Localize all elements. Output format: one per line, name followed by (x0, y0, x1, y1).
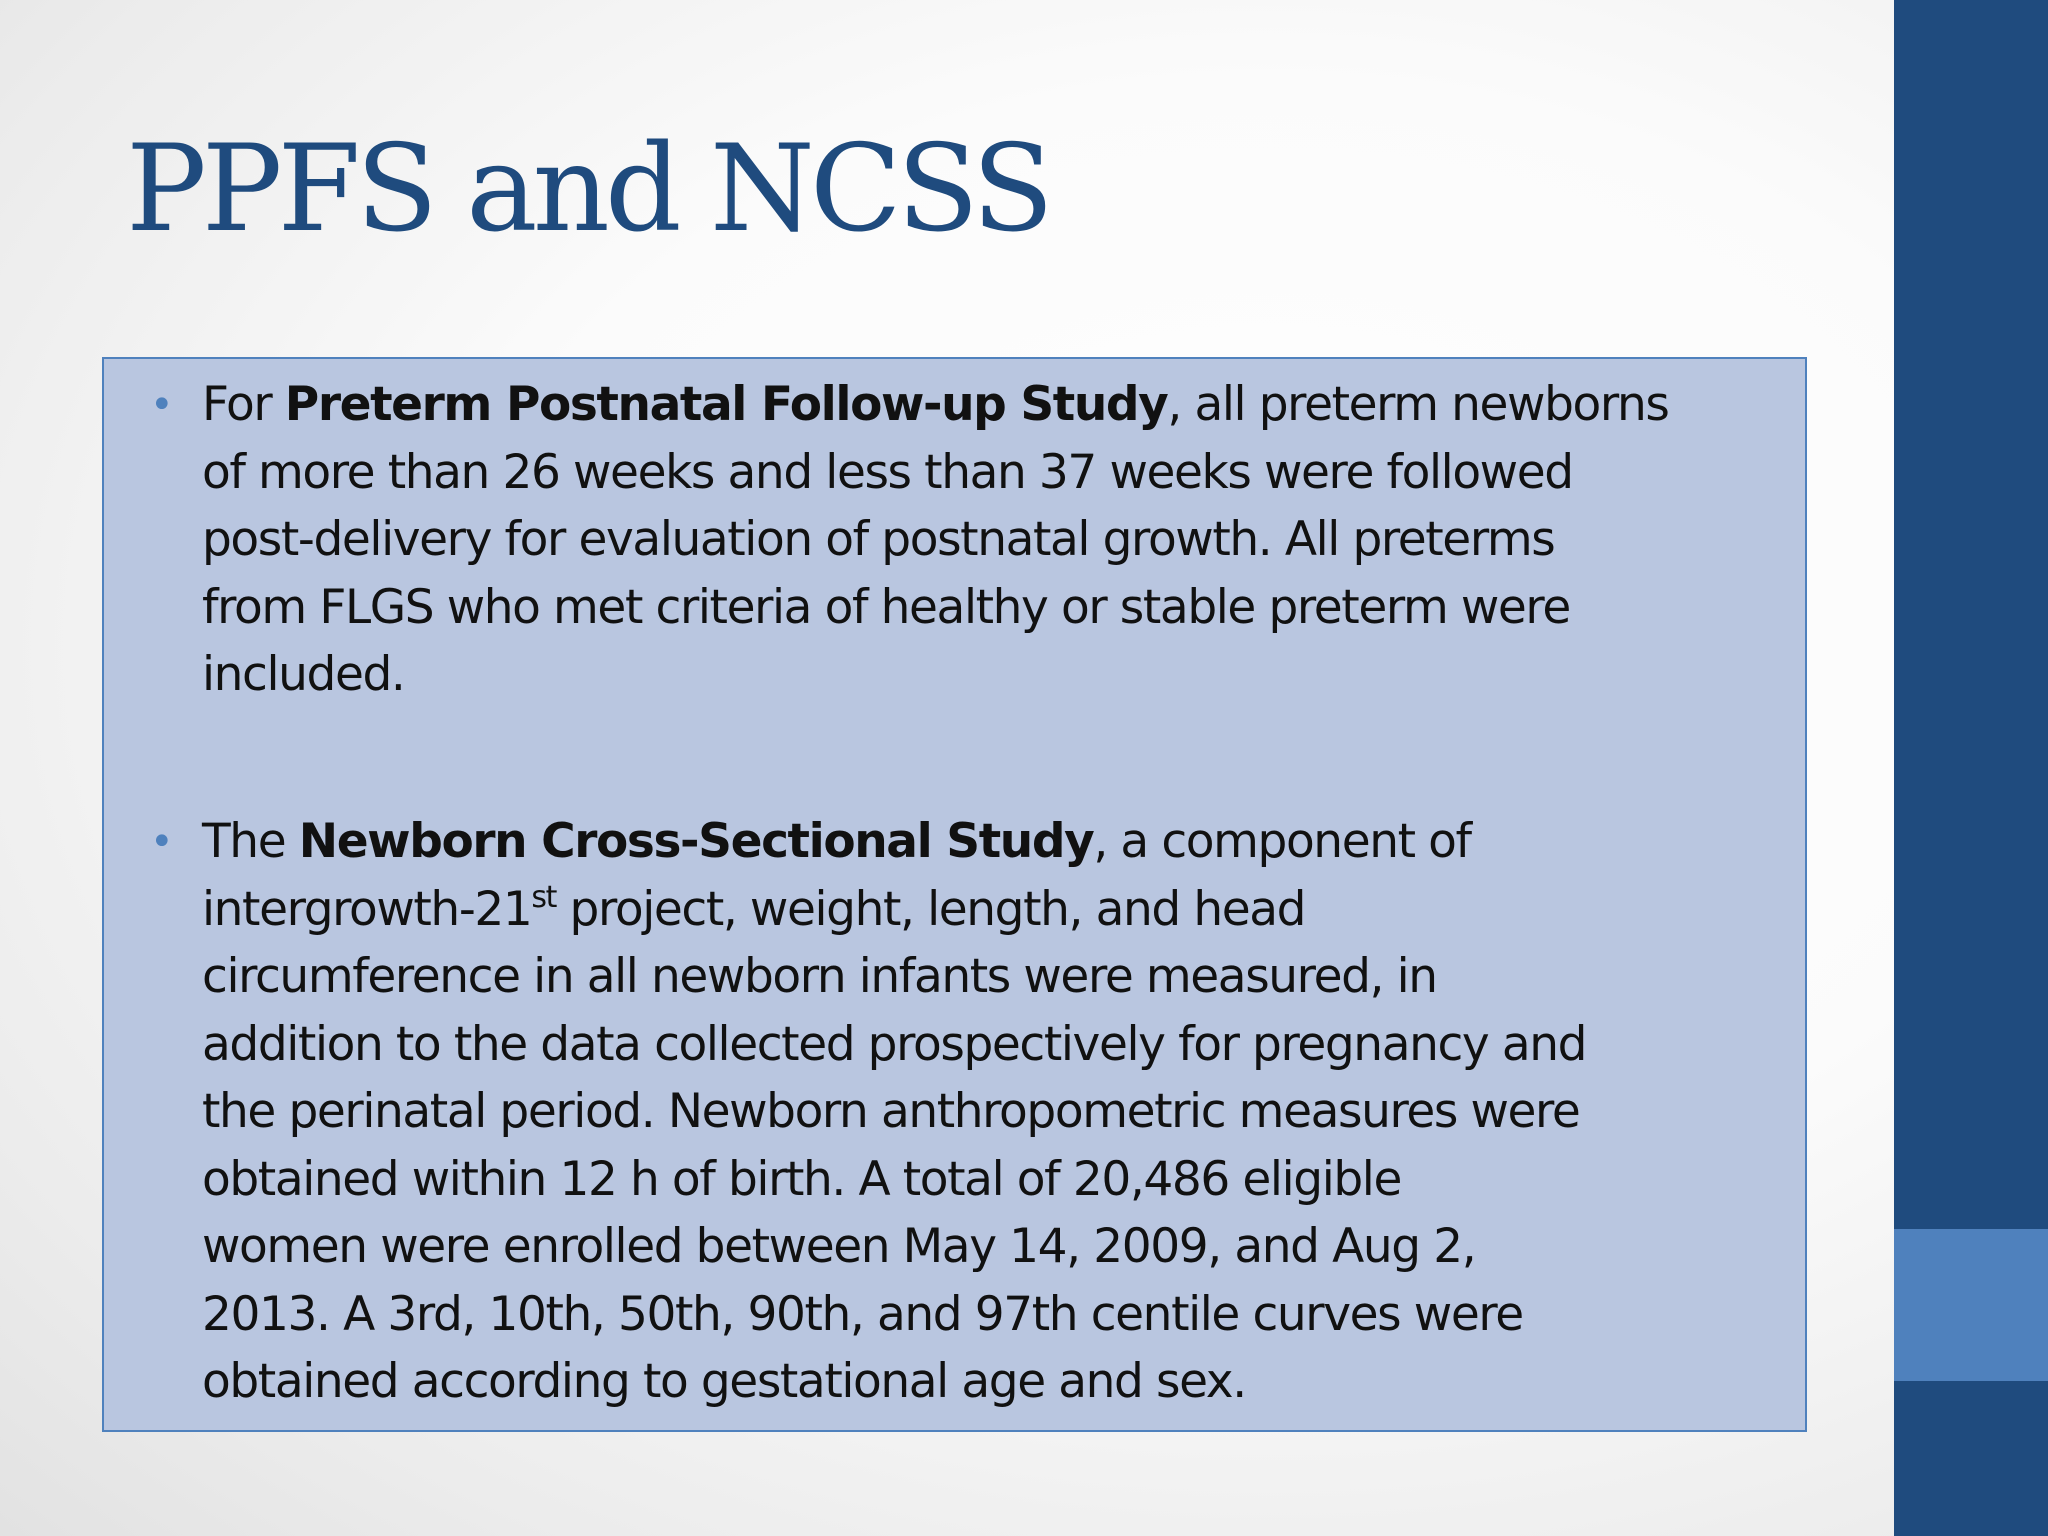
bullet-text (202, 808, 1800, 1416)
text-line: post-delivery for evaluation of postnatal growth. All preterms (202, 512, 1555, 567)
text-tail: , a component of (1093, 814, 1471, 869)
text-line: circumference in all newborn infants were measured, in (202, 949, 1437, 1004)
text-tail: , all preterm newborns (1167, 377, 1669, 432)
text-post: project, weight, length, and head (555, 881, 1306, 937)
bullet-dot-icon: • (150, 382, 174, 428)
study-name-bold: Preterm Postnatal Follow-up Study (284, 377, 1168, 432)
slide-title: PPFS and NCSS (126, 120, 1050, 259)
text-line: women were enrolled between May 14, 2009, and Aug 2, (202, 1219, 1476, 1274)
text-line: of more than 26 weeks and less than 37 weeks were followed (202, 444, 1573, 500)
text-line: obtained within 12 h of birth. A total of 20,486 eligible (202, 1151, 1401, 1207)
bullet-text (202, 371, 1800, 709)
text-pre: intergrowth-21 (202, 881, 532, 937)
text-line: the perinatal period. Newborn anthropometric measures were (202, 1084, 1580, 1139)
text-lead: The (202, 814, 299, 869)
text-line: 2013. A 3rd, 10th, 50th, 90th, and 97th centile curves were (202, 1286, 1523, 1342)
text-line (202, 808, 1800, 876)
superscript: st (531, 879, 556, 915)
text-line (202, 371, 1800, 439)
text-line: from FLGS who met criteria of healthy or stable preterm were (202, 579, 1570, 635)
text-line (202, 876, 1800, 944)
study-name-bold: Newborn Cross-Sectional Study (298, 814, 1094, 869)
side-accent-block (1894, 1229, 2048, 1381)
bullet-dot-icon: • (150, 819, 174, 865)
text-line: addition to the data collected prospectively for pregnancy and (202, 1016, 1587, 1072)
text-line: included. (202, 647, 405, 702)
text-lead: For (202, 377, 285, 432)
content-box (102, 357, 1807, 1432)
text-line: obtained according to gestational age and sex. (202, 1354, 1246, 1409)
